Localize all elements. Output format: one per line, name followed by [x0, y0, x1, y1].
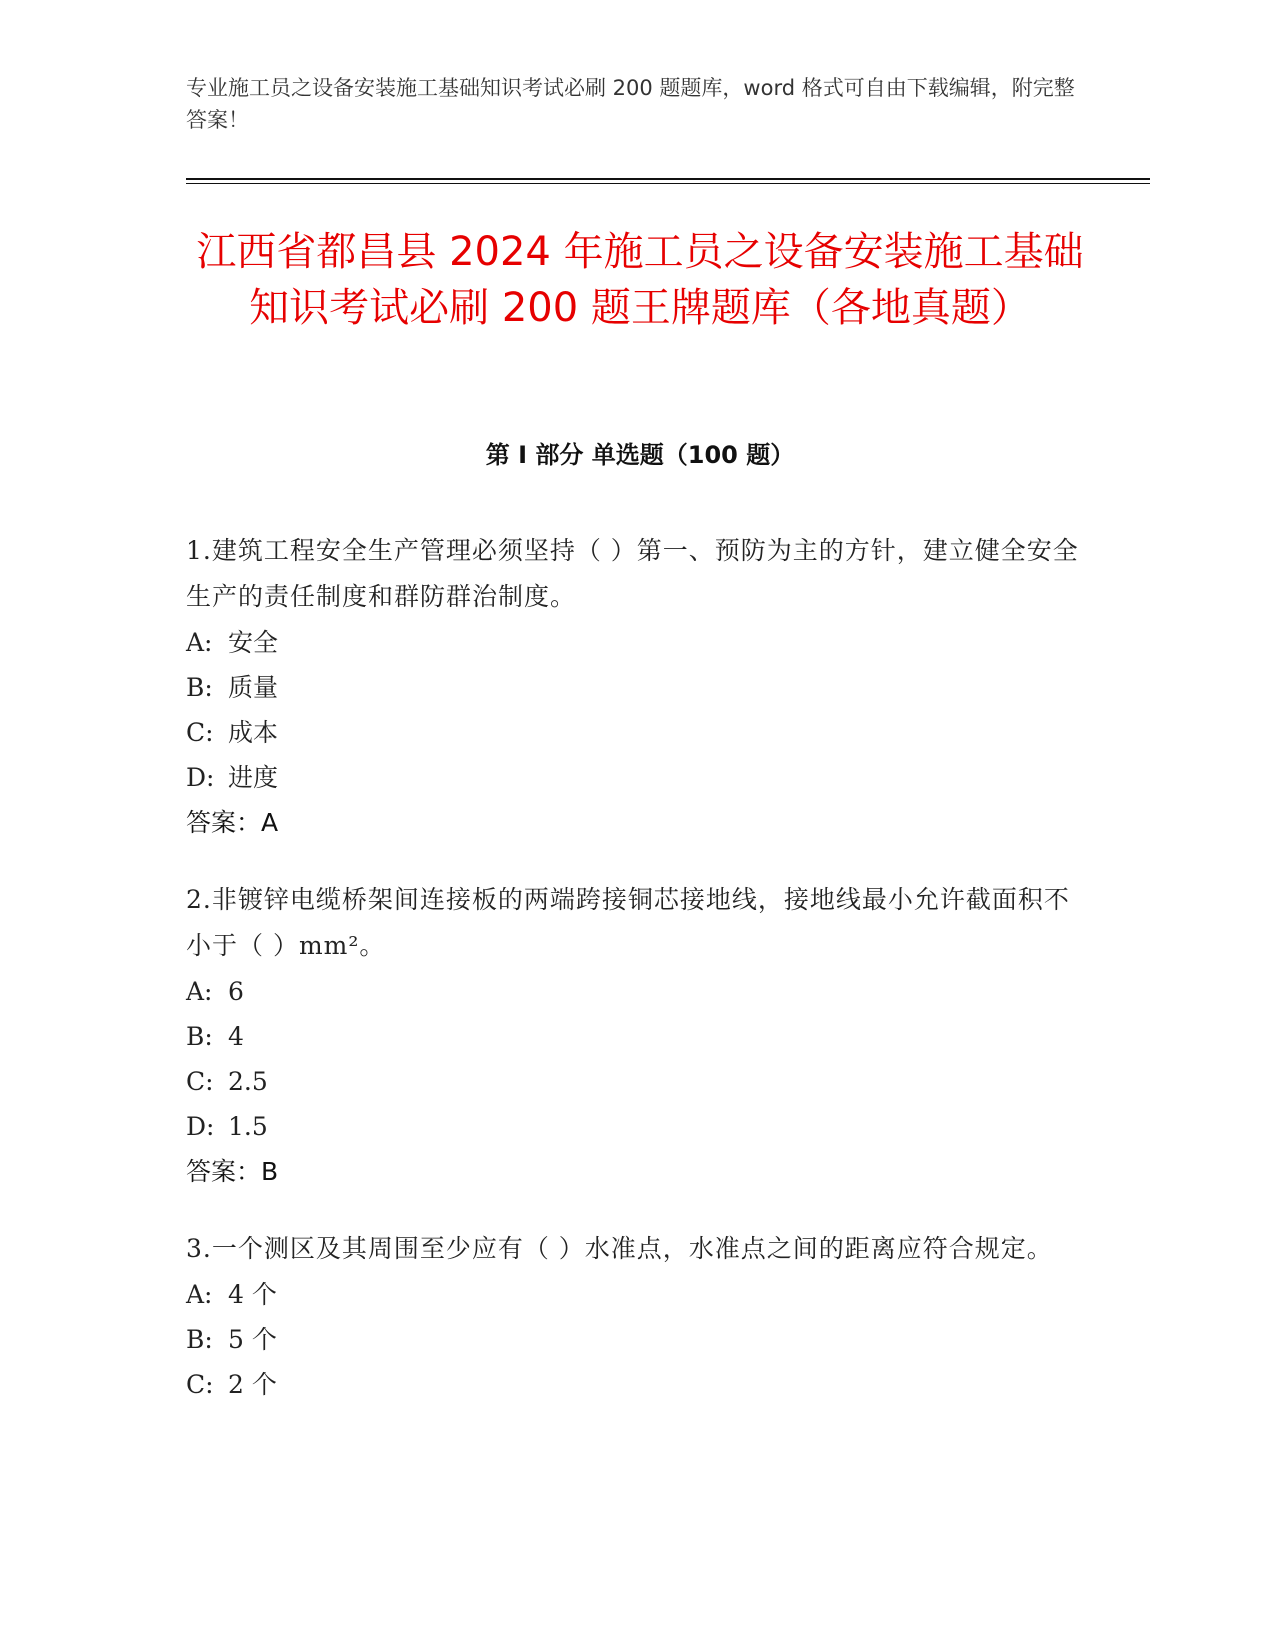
option-text: 安全 [228, 628, 279, 657]
answer-line [186, 800, 1086, 845]
option-letter: A: [186, 977, 213, 1006]
option-d [186, 1104, 1086, 1149]
answer-line [186, 1149, 1086, 1194]
answer-value: B [261, 1157, 279, 1186]
option-text: 6 [228, 977, 244, 1006]
option-c [186, 1362, 1086, 1407]
option-letter: B: [186, 673, 213, 702]
option-b [186, 1317, 1086, 1362]
option-text: 进度 [228, 763, 279, 792]
header-rule-thick [186, 178, 1150, 180]
option-text: 1.5 [228, 1112, 268, 1141]
question-3 [186, 1226, 1086, 1407]
option-text: 质量 [228, 673, 279, 702]
option-text: 5 个 [228, 1325, 277, 1354]
option-letter: B: [186, 1022, 213, 1051]
question-stem: 2.非镀锌电缆桥架间连接板的两端跨接铜芯接地线，接地线最小允许截面积不小于（ ）mm²。 [186, 885, 1070, 960]
option-letter: D: [186, 763, 215, 792]
option-c [186, 1059, 1086, 1104]
question-2 [186, 877, 1086, 1194]
question-stem: 3.一个测区及其周围至少应有（ ）水准点，水准点之间的距离应符合规定。 [186, 1234, 1053, 1263]
option-text: 4 个 [228, 1280, 277, 1309]
header-note: 专业施工员之设备安装施工基础知识考试必刷 200 题题库，word 格式可自由下载编辑，附完整答案！ [186, 76, 1075, 132]
question-stem: 1.建筑工程安全生产管理必须坚持（ ）第一、预防为主的方针，建立健全安全生产的责任制度和群防群治制度。 [186, 536, 1079, 611]
option-a [186, 1272, 1086, 1317]
option-letter: C: [186, 1067, 214, 1096]
answer-value: A [261, 808, 279, 837]
option-letter: A: [186, 1280, 213, 1309]
question-1 [186, 528, 1086, 845]
answer-prefix: 答案： [186, 1157, 262, 1186]
option-letter: D: [186, 1112, 215, 1141]
question-list [186, 528, 1086, 1439]
option-text: 2 个 [228, 1370, 277, 1399]
answer-prefix: 答案： [186, 808, 262, 837]
option-letter: C: [186, 718, 214, 747]
header-rule-thin [186, 183, 1150, 184]
section-title: 第 I 部分 单选题（100 题） [485, 441, 795, 469]
option-letter: C: [186, 1370, 214, 1399]
option-letter: B: [186, 1325, 213, 1354]
option-text: 2.5 [228, 1067, 268, 1096]
document-title: 江西省都昌县 2024 年施工员之设备安装施工基础知识考试必刷 200 题王牌题库（各地真题） [196, 229, 1084, 331]
option-text: 4 [228, 1022, 244, 1051]
option-a [186, 620, 1086, 665]
option-b [186, 665, 1086, 710]
option-d [186, 755, 1086, 800]
option-text: 成本 [228, 718, 279, 747]
option-b [186, 1014, 1086, 1059]
option-letter: A: [186, 628, 213, 657]
option-a [186, 969, 1086, 1014]
option-c [186, 710, 1086, 755]
